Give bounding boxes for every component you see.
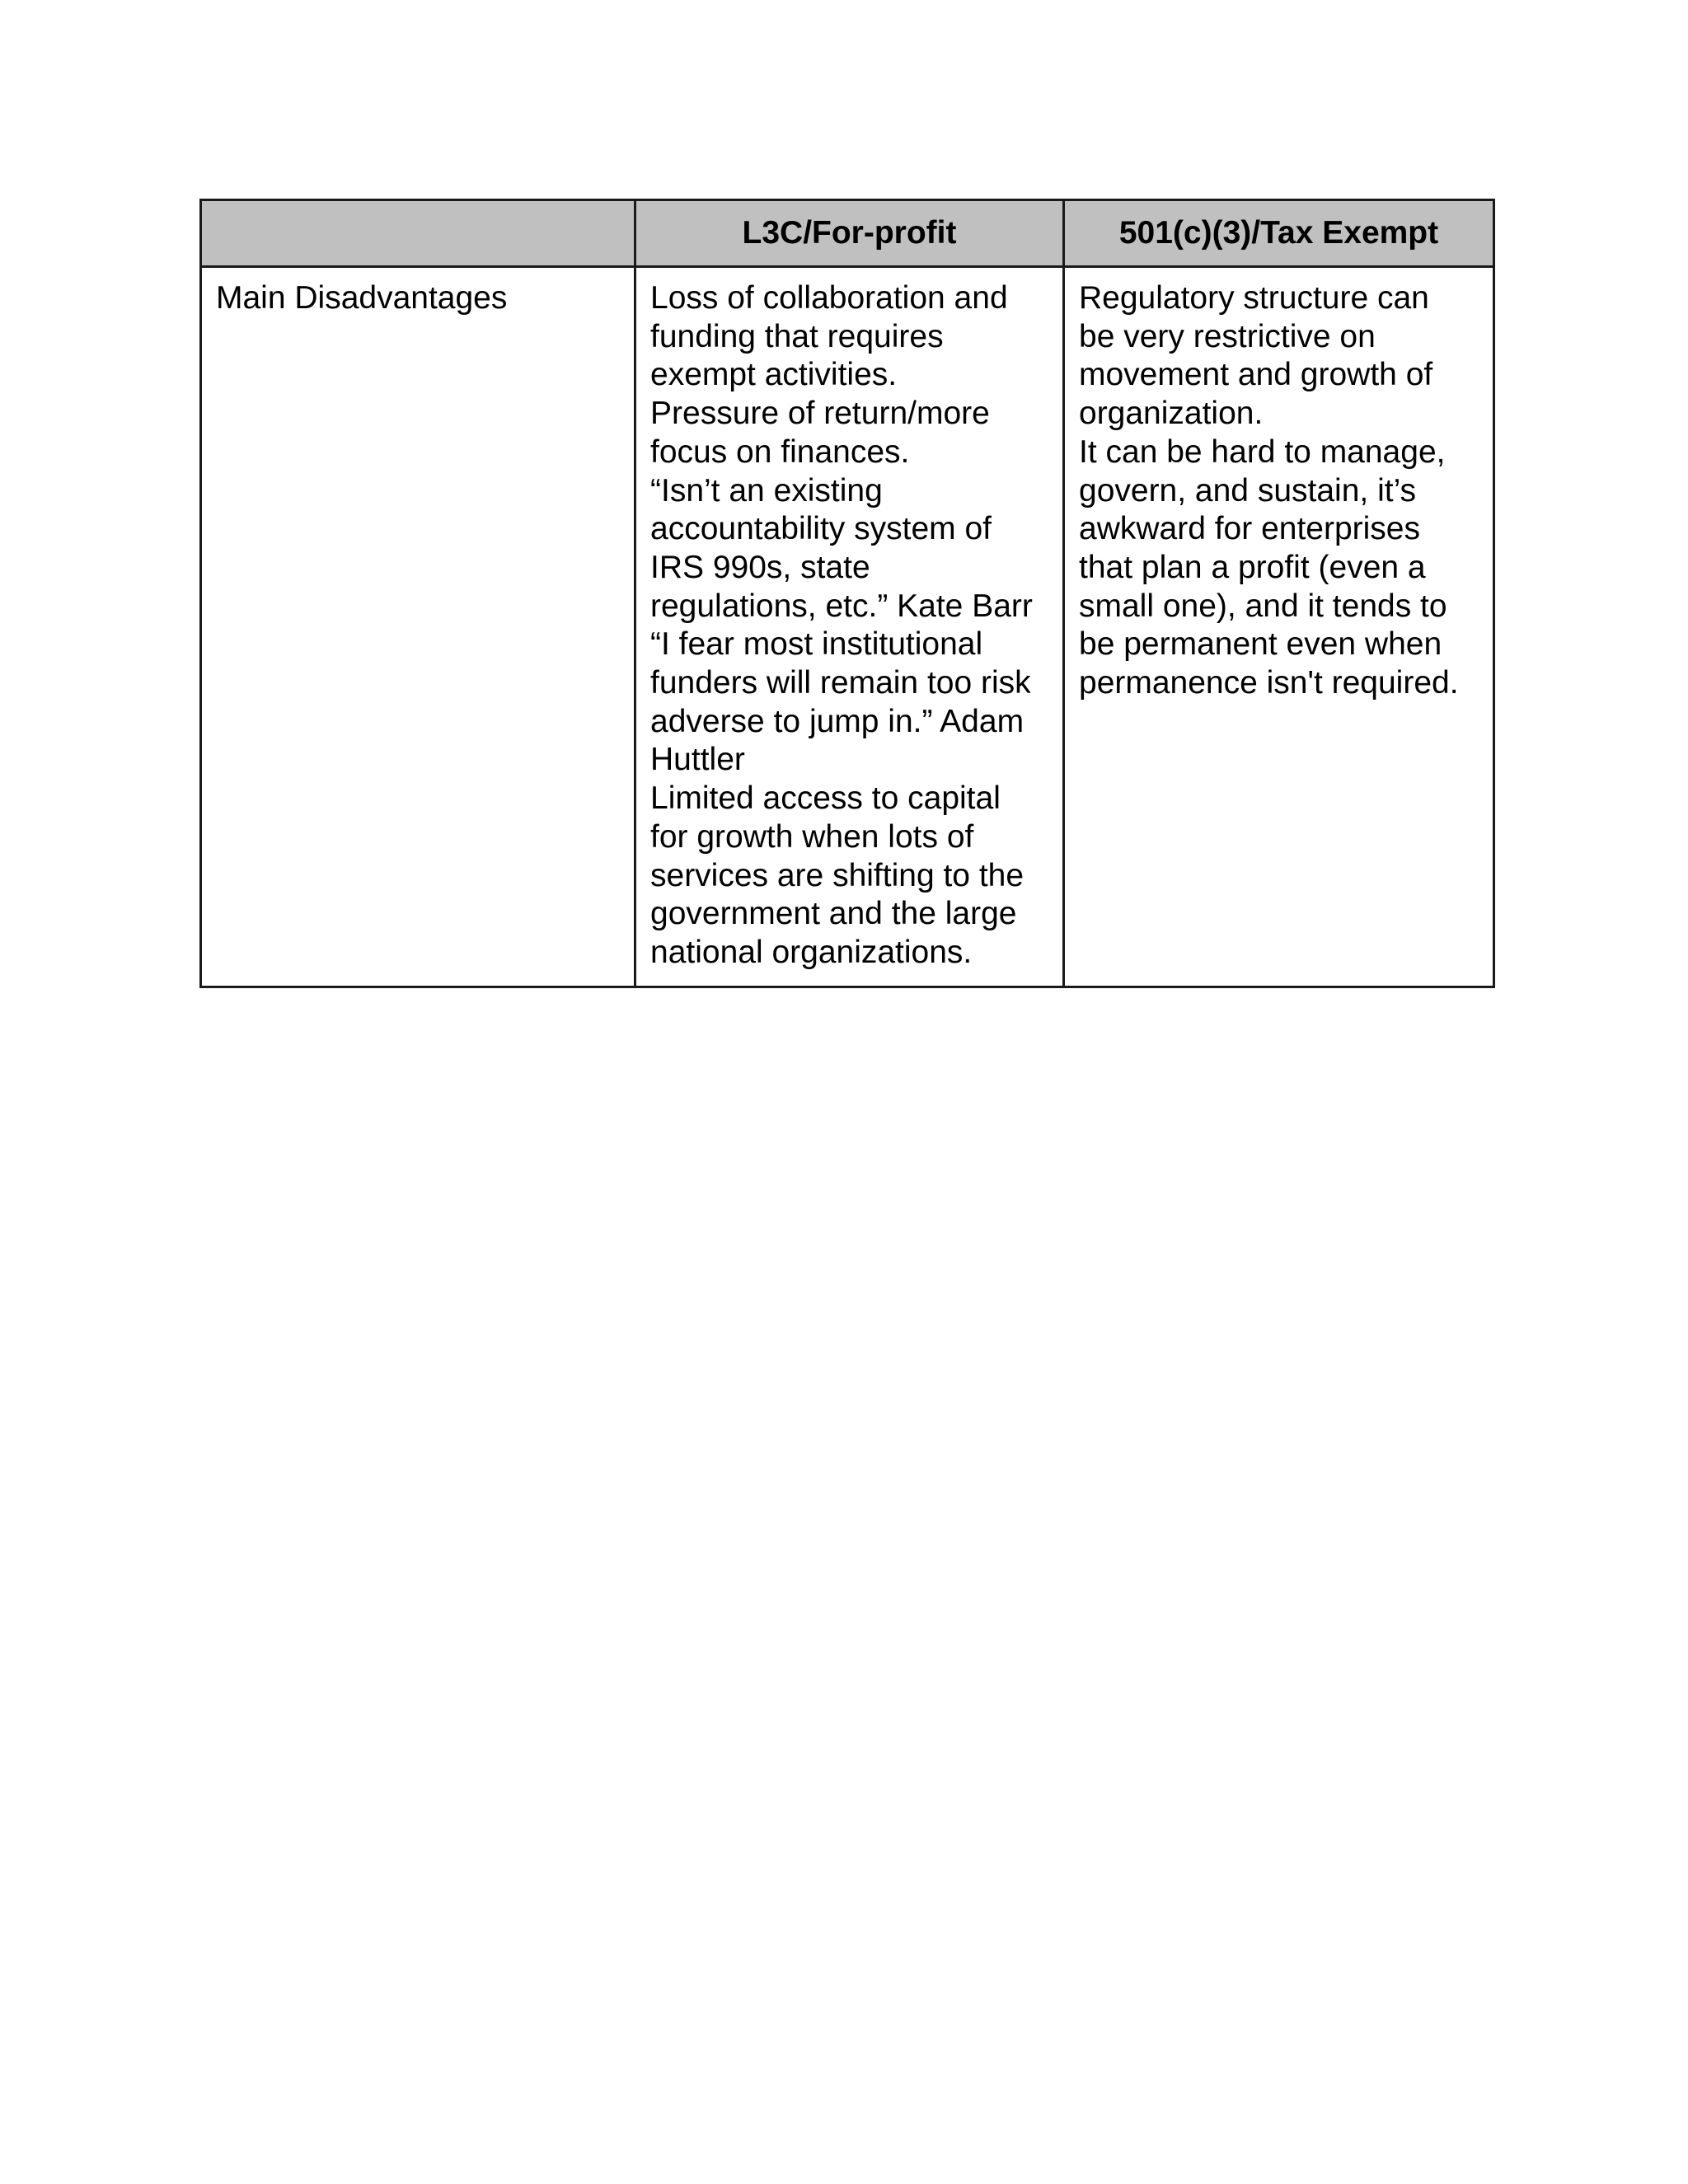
tax-exempt-text-line: be permanent even when (1079, 626, 1442, 663)
tax-exempt-text-line: small one), and it tends to (1079, 588, 1447, 624)
tax-exempt-text-line: that plan a profit (even a (1079, 549, 1426, 585)
l3c-text-line: Pressure of return/more (650, 396, 990, 432)
l3c-text-line: Limited access to capital (650, 780, 1001, 817)
table-header-row (201, 200, 1494, 267)
tax-exempt-disadvantages-cell (1064, 267, 1494, 987)
l3c-text-line: Huttler (650, 742, 745, 778)
l3c-disadvantages-cell (635, 267, 1064, 987)
tax-exempt-text-line: awkward for enterprises (1079, 511, 1420, 547)
l3c-text-line: Loss of collaboration and (650, 280, 1008, 316)
table-row (201, 267, 1494, 987)
l3c-text-line: regulations, etc.” Kate Barr (650, 588, 1033, 624)
l3c-text-line: services are shifting to the (650, 857, 1025, 893)
l3c-text-line: “I fear most institutional (650, 626, 983, 663)
tax-exempt-text-line: permanence isn't required. (1079, 665, 1459, 701)
l3c-text-line: for growth when lots of (650, 818, 974, 855)
comparison-table (199, 199, 1495, 988)
tax-exempt-text-line: be very restrictive on (1079, 318, 1376, 354)
tax-exempt-text-line: It can be hard to manage, (1079, 434, 1446, 470)
header-501c3-tax-exempt: 501(c)(3)/Tax Exempt (1064, 200, 1494, 267)
l3c-text-line: “Isn’t an existing (650, 472, 883, 509)
l3c-text-line: focus on finances. (650, 434, 910, 470)
l3c-text-line: adverse to jump in.” Adam (650, 703, 1025, 739)
l3c-text-line: exempt activities. (650, 357, 898, 393)
row-label: Main Disadvantages (216, 280, 508, 316)
tax-exempt-text-line: govern, and sustain, it’s (1079, 472, 1417, 509)
l3c-text-line: government and the large (650, 896, 1017, 932)
l3c-text-line: funding that requires (650, 318, 944, 354)
tax-exempt-text-line: organization. (1079, 396, 1264, 432)
tax-exempt-text-line: movement and growth of (1079, 357, 1433, 393)
header-l3c-for-profit: L3C/For-profit (635, 200, 1064, 267)
l3c-text-line: national organizations. (650, 934, 973, 970)
l3c-text-line: IRS 990s, state (650, 549, 870, 585)
l3c-text-line: accountability system of (650, 511, 992, 547)
row-label-cell (201, 267, 635, 987)
tax-exempt-text-line: Regulatory structure can (1079, 280, 1429, 316)
l3c-text-line: funders will remain too risk (650, 665, 1031, 701)
header-blank-cell (201, 200, 635, 267)
